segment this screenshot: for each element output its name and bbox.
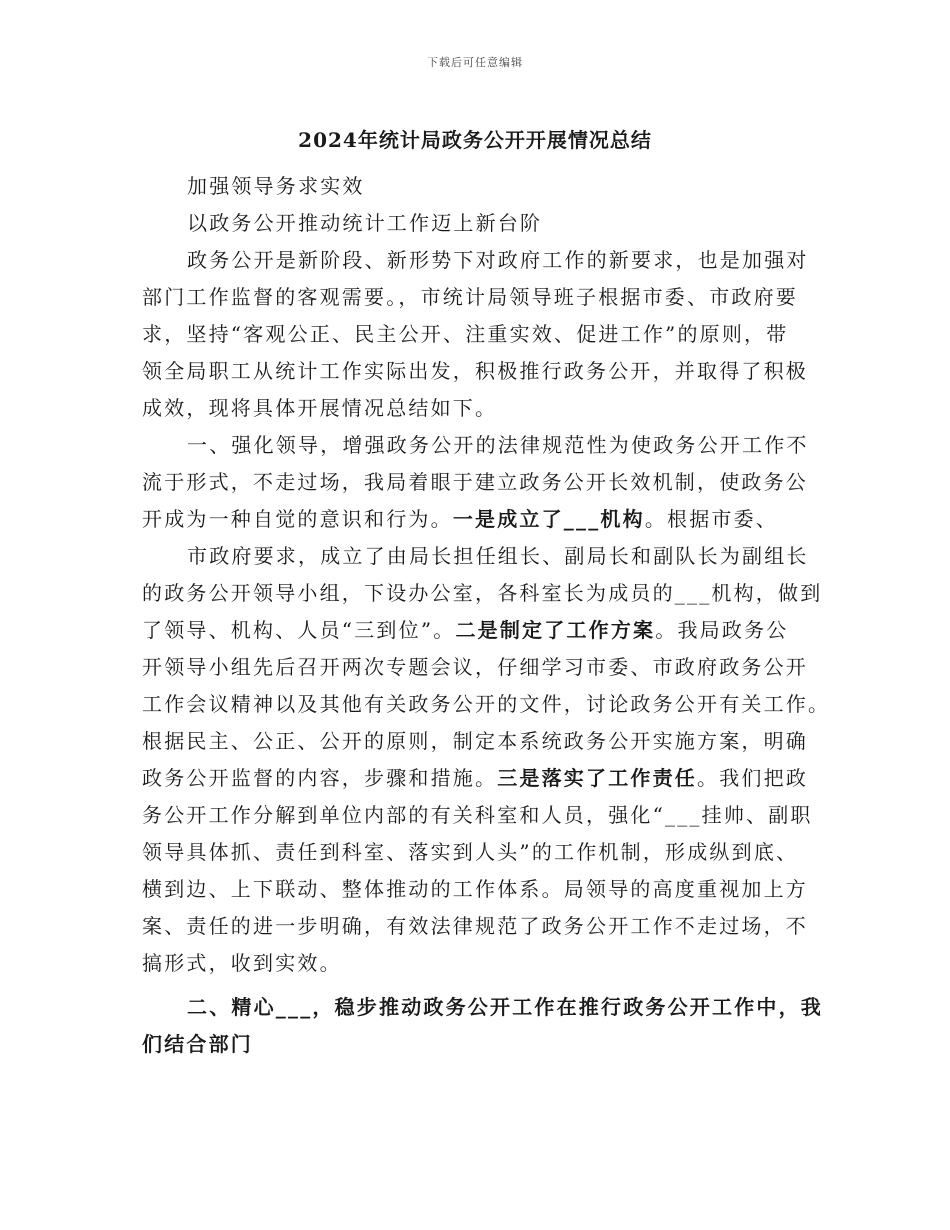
paragraph-line: 市政府要求，成立了由局长担任组长、副局长和副队长为副组长 <box>187 544 809 568</box>
paragraph-line: 开成为一种自觉的意识和行为。一是成立了___机构。根据市委、 <box>142 507 779 531</box>
paragraph-line: 领导具体抓、责任到科室、落实到人头”的工作机制，形成纵到底、 <box>142 840 799 864</box>
paragraph-line: 横到边、上下联动、整体推动的工作体系。局领导的高度重视加上方 <box>142 877 808 901</box>
paragraph-line: 的政务公开领导小组，下设办公室，各科室长为成员的___机构，做到 <box>142 581 823 605</box>
paragraph-line: 一、强化领导，增强政务公开的法律规范性为使政务公开工作不 <box>187 433 809 457</box>
paragraph-line: 开领导小组先后召开两次专题会议，仔细学习市委、市政府政务公开 <box>142 655 808 679</box>
document-body <box>142 168 831 1063</box>
document-title: 2024年统计局政务公开开展情况总结 <box>298 128 652 152</box>
subheading-line: 加强领导务求实效 <box>187 174 365 198</box>
section-heading-line: 二、精心___，稳步推动政务公开工作在推行政务公开工作中，我 <box>187 995 823 1019</box>
paragraph-line: 政务公开是新阶段、新形势下对政府工作的新要求，也是加强对 <box>187 248 809 272</box>
bold-phrase: 二是制定了工作方案 <box>455 618 656 642</box>
paragraph-line: 成效，现将具体开展情况总结如下。 <box>142 396 498 420</box>
paragraph-line: 工作会议精神以及其他有关政务公开的文件，讨论政务公开有关工作。 <box>142 692 831 716</box>
paragraph-line: 领全局职工从统计工作实际出发，积极推行政务公开，并取得了积极 <box>142 359 808 383</box>
subheading-line: 以政务公开推动统计工作迈上新台阶 <box>187 211 543 235</box>
paragraph-line: 根据民主、公正、公开的原则，制定本系统政务公开实施方案，明确 <box>142 729 808 753</box>
bold-phrase: 一是成立了___机构 <box>452 507 645 531</box>
paragraph-line: 案、责任的进一步明确，有效法律规范了政务公开工作不走过场，不 <box>142 914 808 938</box>
paragraph-line: 政务公开监督的内容，步骤和措施。三是落实了工作责任。我们把政 <box>142 766 809 790</box>
paragraph-line: 了领导、机构、人员“三到位”。二是制定了工作方案。我局政务公 <box>142 618 789 642</box>
paragraph-line: 务公开工作分解到单位内部的有关科室和人员，强化“___挂帅、副职 <box>142 803 813 827</box>
paragraph-line: 流于形式，不走过场，我局着眼于建立政务公开长效机制，使政务公 <box>142 470 808 494</box>
page-header: 下载后可任意编辑 <box>427 56 523 69</box>
bold-phrase: 三是落实了工作责任 <box>497 766 698 790</box>
paragraph-line: 求，坚持“客观公正、民主公开、注重实效、促进工作”的原则，带 <box>142 322 789 346</box>
section-heading-line: 们结合部门 <box>142 1032 253 1056</box>
paragraph-line: 搞形式，收到实效。 <box>142 951 342 975</box>
paragraph-line: 部门工作监督的客观需要。，市统计局领导班子根据市委、市政府要 <box>142 285 798 309</box>
